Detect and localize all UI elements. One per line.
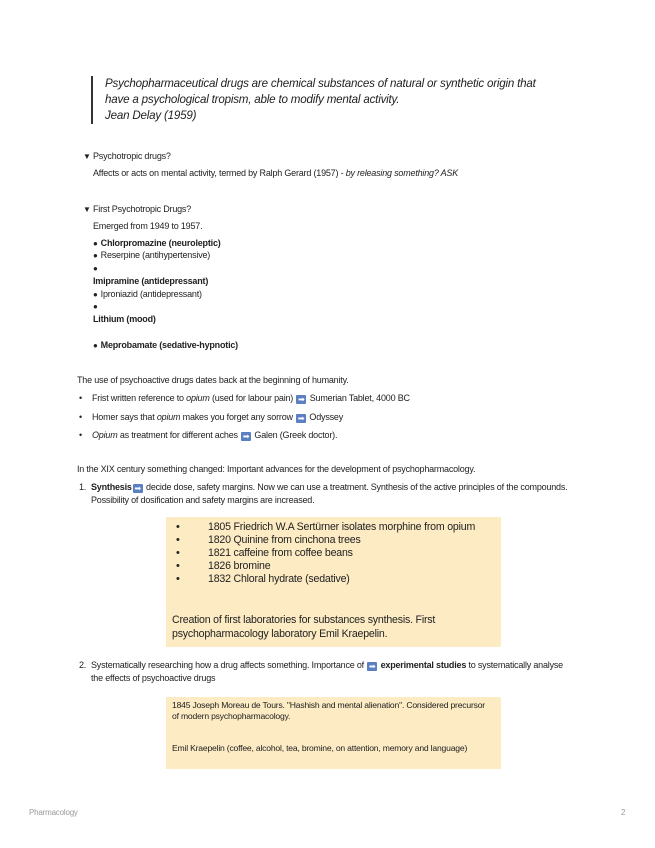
- text: Odyssey: [307, 412, 344, 422]
- history-bullet-2: [79, 411, 343, 423]
- list-item: • 1826 bromine: [208, 560, 501, 573]
- synthesis-list: [166, 517, 501, 586]
- xix-intro: In the XIX century something changed: Important advances for the development of psychopharmacology.: [77, 464, 476, 474]
- empty-bullet: [93, 262, 101, 275]
- bold-text: experimental studies: [380, 660, 467, 670]
- item-number: 1.: [79, 482, 87, 492]
- empty-bullet: [93, 300, 101, 313]
- text: Galen (Greek doctor).: [252, 430, 338, 440]
- toggle-psychotropic-body: [93, 167, 458, 179]
- text: decide dose, safety margins. Now we can use a treatment. Synthesis of the active principles of the compounds. Possibility of dosification and safety margins are increased.: [91, 482, 568, 505]
- history-bullet-1: [79, 392, 410, 404]
- arrow-right-icon: ➡: [297, 414, 305, 423]
- body-text: Affects or acts on mental activity, termed by Ralph Gerard (1957) -: [93, 168, 346, 178]
- quote-author: Jean Delay (1959): [105, 109, 197, 122]
- arrow-right-icon: ➡: [134, 484, 141, 493]
- numbered-item-2: [79, 659, 569, 684]
- drug-iproniazid: [93, 288, 202, 301]
- italic-text: opium: [186, 393, 210, 403]
- body-italic: by releasing something? ASK: [345, 168, 459, 178]
- list-item: • 1832 Chloral hydrate (sedative): [208, 573, 501, 586]
- experimental-callout: [166, 697, 501, 769]
- italic-text: Opium: [92, 430, 118, 440]
- triangle-down-icon[interactable]: ▼: [83, 152, 91, 161]
- drug-meprobamate: [93, 339, 238, 352]
- footer-title: Pharmacology: [29, 808, 78, 817]
- bullet-icon: •: [79, 412, 82, 422]
- drug-label: Reserpine (antihypertensive): [100, 250, 211, 260]
- toggle-title: Psychotropic drugs?: [93, 151, 171, 161]
- drug-label: Chlorpromazine (neuroleptic): [100, 238, 221, 248]
- bullet-icon: •: [79, 393, 82, 403]
- history-intro: The use of psychoactive drugs dates back at the beginning of humanity.: [77, 375, 349, 385]
- text: Homer says that: [92, 412, 157, 422]
- item-number: 2.: [79, 660, 87, 670]
- arrow-right-icon: ➡: [242, 432, 250, 441]
- arrow-right-icon: ➡: [298, 395, 305, 404]
- bullet-icon: ●: [93, 302, 98, 311]
- bullet-icon: ●: [93, 290, 98, 299]
- list-item: • 1821 caffeine from coffee beans: [208, 547, 501, 560]
- history-bullet-3: [79, 429, 337, 441]
- epigraph-quote: [91, 76, 585, 124]
- toggle-title: First Psychotropic Drugs?: [93, 204, 192, 214]
- text: Frist written reference to: [92, 393, 187, 403]
- bold-text: Synthesis: [91, 482, 132, 492]
- drug-label: Iproniazid (antidepressant): [100, 289, 202, 299]
- text: (used for labour pain): [209, 393, 296, 403]
- toggle-first-psychotropic-drugs[interactable]: [83, 203, 191, 216]
- text: makes you forget any sorrow: [180, 412, 296, 422]
- page-number: 2: [621, 808, 626, 817]
- list-item: • 1805 Friedrich W.A Sertürner isolates morphine from opium: [208, 521, 501, 534]
- drug-reserpine: [93, 249, 210, 262]
- quote-line-1: Psychopharmaceutical drugs are chemical substances of natural or synthetic origin that: [105, 77, 536, 90]
- list-item: • 1820 Quinine from cinchona trees: [208, 534, 501, 547]
- text: Sumerian Tablet, 4000 BC: [307, 393, 410, 403]
- text: Systematically researching how a drug affects something. Importance of: [91, 660, 367, 670]
- moreau-text: 1845 Joseph Moreau de Tours. "Hashish and mental alienation". Considered precursor of modern psychopharmacology.: [172, 700, 485, 721]
- toggle-psychotropic-drugs[interactable]: [83, 150, 171, 163]
- bullet-icon: •: [79, 430, 82, 440]
- synthesis-callout: [166, 517, 501, 647]
- bullet-icon: ●: [93, 341, 98, 350]
- drug-label: Meprobamate (sedative-hypnotic): [100, 340, 238, 350]
- arrow-right-icon: ➡: [369, 662, 376, 671]
- item-text: [91, 481, 569, 506]
- bullet-icon: ●: [93, 264, 98, 273]
- item-text: [91, 659, 569, 684]
- drug-lithium: Lithium (mood): [93, 314, 156, 324]
- quote-line-2: have a psychological tropism, able to modify mental activity.: [105, 93, 400, 106]
- emerged-text: Emerged from 1949 to 1957.: [93, 221, 203, 231]
- numbered-item-1: [79, 481, 569, 506]
- text: to systematically analyse the effects of psychoactive drugs: [91, 660, 563, 683]
- bullet-icon: ●: [93, 239, 98, 248]
- text: as treatment for different aches: [117, 430, 241, 440]
- drug-imipramine: Imipramine (antidepressant): [93, 276, 209, 286]
- kraepelin-text: Emil Kraepelin (coffee, alcohol, tea, bromine, on attention, memory and language): [172, 743, 468, 753]
- triangle-down-icon[interactable]: ▼: [83, 205, 91, 214]
- italic-text: opium: [156, 412, 181, 422]
- bullet-icon: ●: [93, 251, 98, 260]
- creation-text: Creation of first laboratories for substances synthesis. First psychopharmacology laboratory Emil Kraepelin.: [172, 614, 436, 640]
